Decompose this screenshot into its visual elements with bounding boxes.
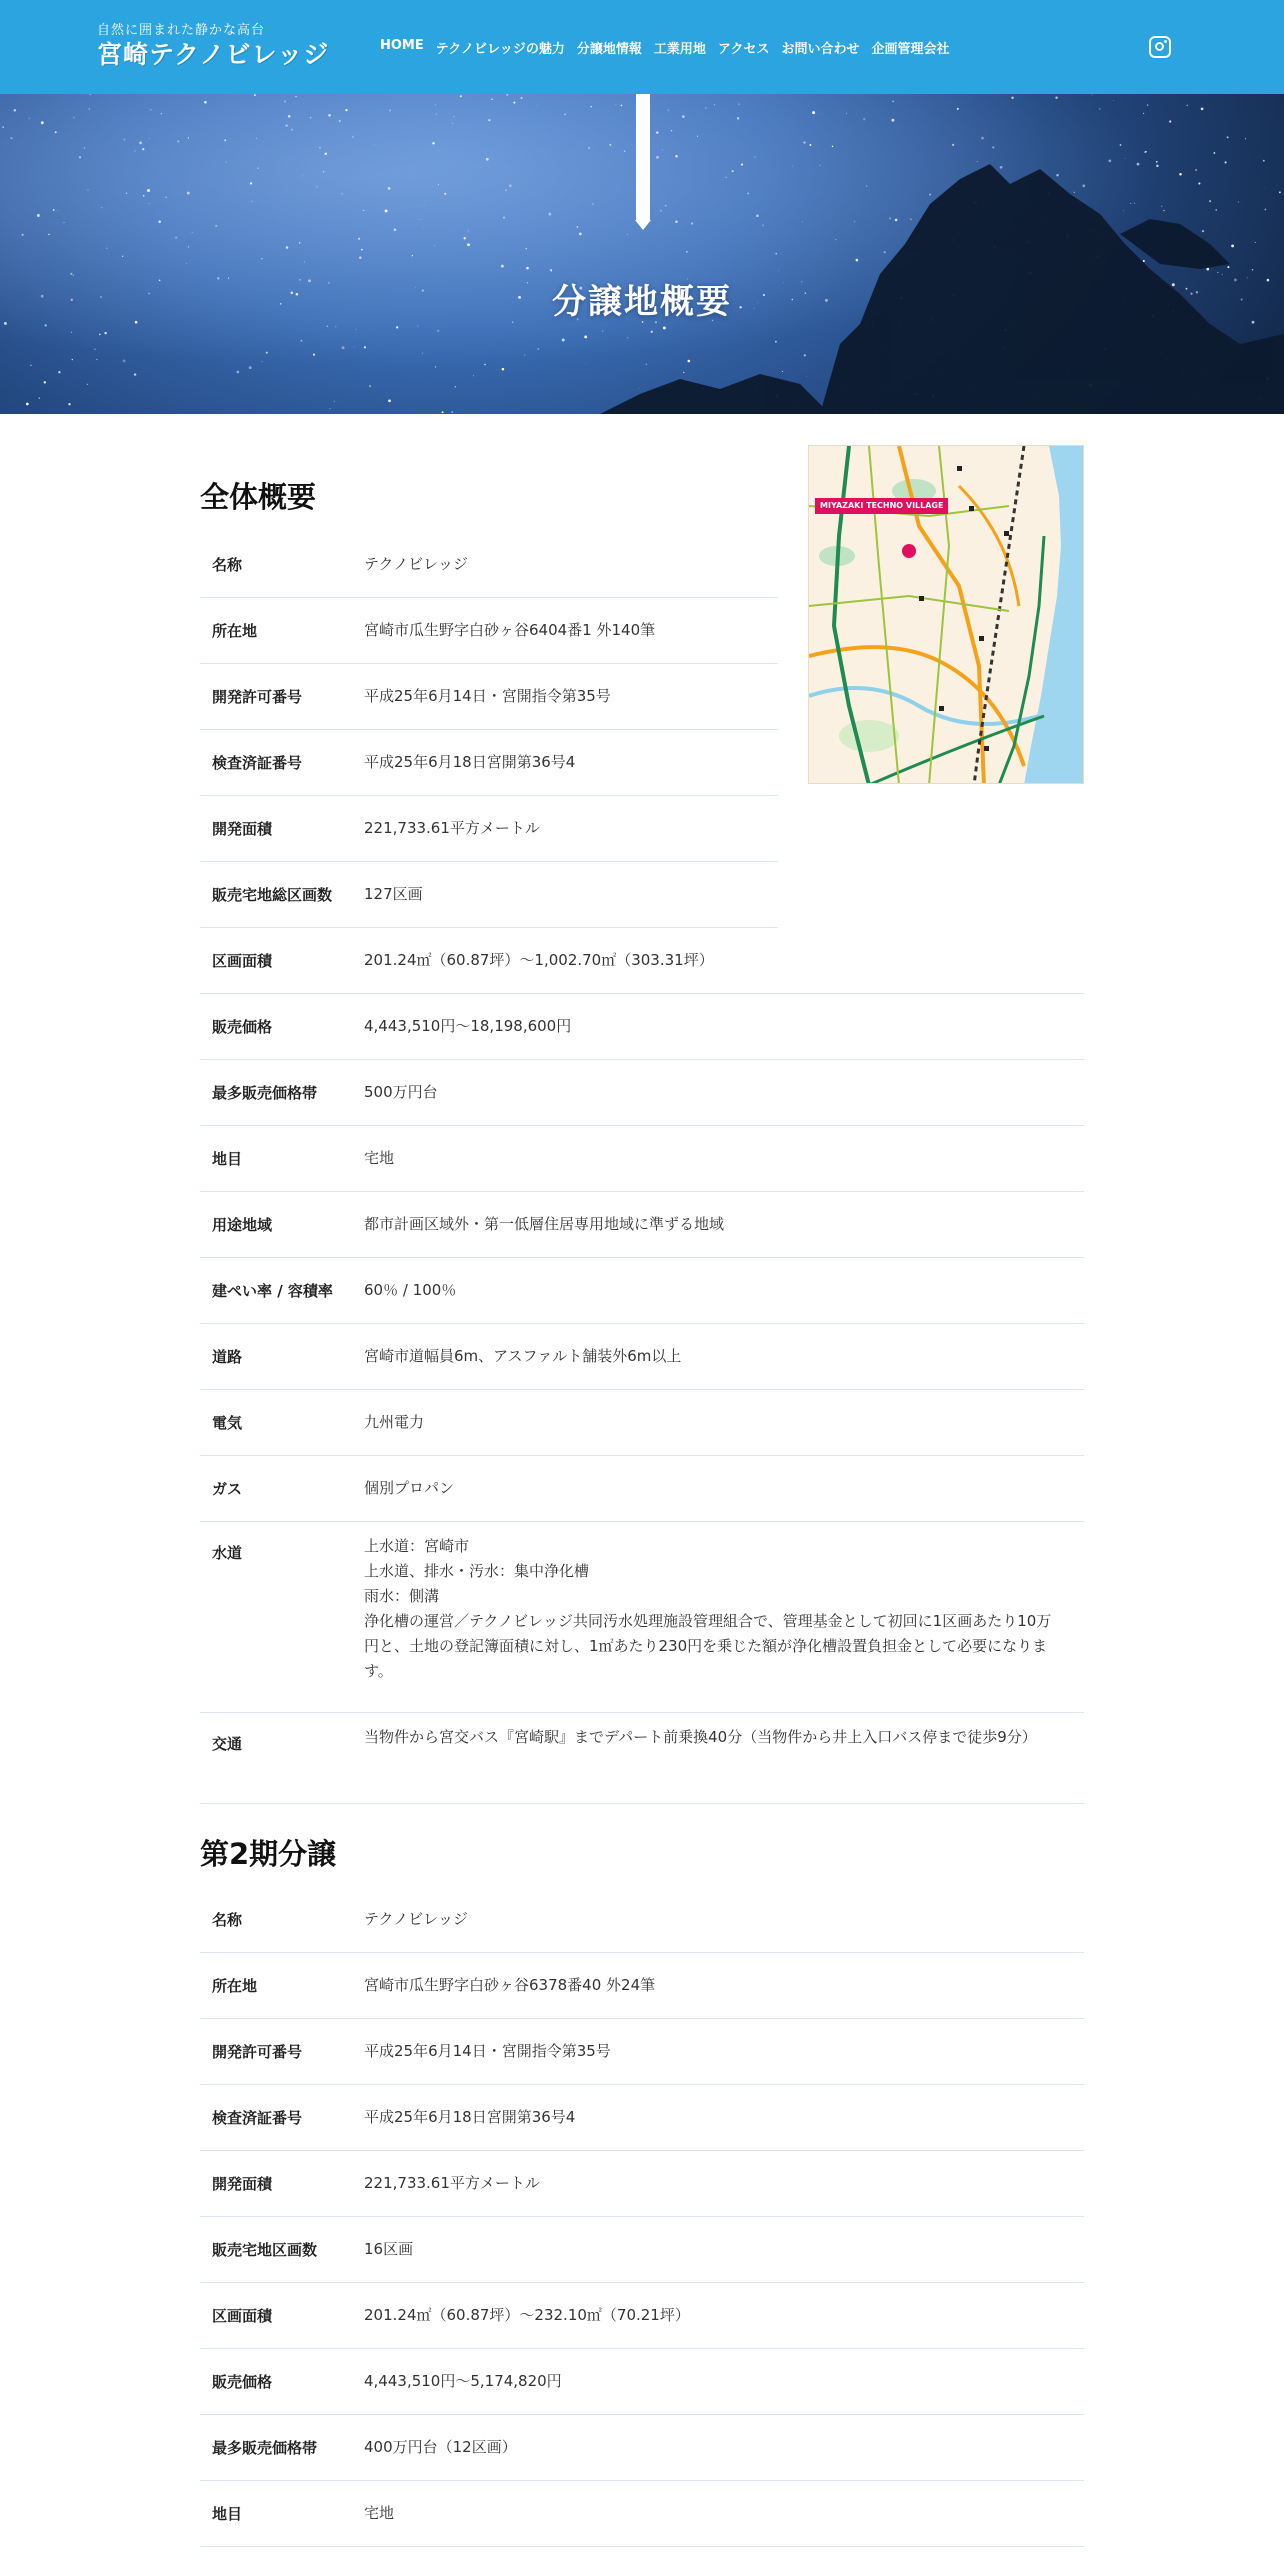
spec-value: 宅地	[364, 2504, 395, 2522]
spec-value: 60％ / 100％	[364, 1281, 457, 1299]
water-line: 上水道、排水・汚水：集中浄化槽	[364, 1562, 590, 1580]
spec-value: 221,733.61平方メートル	[364, 2174, 540, 2192]
page-title: 分譲地概要	[552, 282, 732, 322]
instagram-icon[interactable]	[1149, 36, 1171, 58]
spec-row	[200, 2217, 1084, 2283]
spec-row	[200, 532, 778, 598]
nav-access[interactable]: アクセス	[717, 42, 770, 57]
spec-value: 宮崎市道幅員6m、アスファルト舗装外6m以上	[364, 1347, 682, 1365]
spec-row	[200, 664, 778, 730]
spec-row	[200, 2283, 1084, 2349]
spec-value: 九州電力	[364, 1413, 425, 1431]
spec-row	[200, 796, 778, 862]
spec-value: 個別プロパン	[364, 1479, 455, 1497]
spec-row	[200, 1456, 1084, 1522]
spec-value: 500万円台	[364, 1083, 438, 1101]
spec-label: 所在地	[212, 622, 258, 640]
spec-label: 検査済証番号	[212, 754, 303, 772]
spec-row	[200, 1060, 1084, 1126]
spec-row	[200, 2019, 1084, 2085]
spec-label: 建ぺい率 / 容積率	[212, 1282, 333, 1300]
spec-row	[200, 2415, 1084, 2481]
spec-label: 開発許可番号	[212, 688, 303, 706]
spec-label: 販売価格	[212, 1018, 273, 1036]
spec-value: 4,443,510円～5,174,820円	[364, 2372, 562, 2390]
spec-row	[200, 1192, 1084, 1258]
spec-row	[200, 2085, 1084, 2151]
spec-value: 平成25年6月18日宮開第36号4	[364, 753, 576, 771]
spec-value: 宅地	[364, 1149, 395, 1167]
spec-label: 区画面積	[212, 952, 273, 970]
phase2-spec-table	[200, 1887, 1084, 2547]
spec-label: 区画面積	[212, 2307, 273, 2325]
site-header	[0, 0, 1284, 94]
nav-home[interactable]: HOME	[380, 38, 424, 53]
spec-row	[200, 1258, 1084, 1324]
spec-value: 221,733.61平方メートル	[364, 819, 540, 837]
spec-value: 201.24㎡（60.87坪）～1,002.70㎡（303.31坪）	[364, 951, 714, 969]
spec-label: 開発面積	[212, 820, 273, 838]
spec-value: 400万円台（12区画）	[364, 2438, 517, 2456]
spec-value: 宮崎市瓜生野字白砂ヶ谷6404番1 外140筆	[364, 621, 656, 639]
spec-row	[200, 2481, 1084, 2547]
spec-row	[200, 928, 1084, 994]
spec-label: 名称	[212, 556, 243, 574]
spec-value: テクノビレッジ	[364, 555, 468, 573]
logo-tagline: 自然に囲まれた静かな高台	[97, 23, 266, 38]
spec-value: 201.24㎡（60.87坪）～232.10㎡（70.21坪）	[364, 2306, 690, 2324]
spec-label: 電気	[212, 1414, 243, 1432]
spec-row	[200, 1390, 1084, 1456]
water-line: 上水道：宮崎市	[364, 1537, 470, 1555]
spec-label: 地目	[212, 1150, 243, 1168]
spec-label: 販売宅地区画数	[212, 2241, 318, 2259]
spec-label: 交通	[212, 1735, 243, 1753]
spec-value: テクノビレッジ	[364, 1910, 468, 1928]
spec-label: 用途地域	[212, 1216, 273, 1234]
spec-row	[200, 994, 1084, 1060]
spec-label: ガス	[212, 1480, 243, 1498]
nav-industrial-land[interactable]: 工業用地	[653, 42, 706, 57]
water-line: 浄化槽の運営／テクノビレッジ共同汚水処理施設管理組合で、管理基金として初回に1区画あたり10万円と、土地の登記簿面積に対し、1㎡あたり230円を乗じた額が浄化槽設置負担金として必要になります。	[364, 1612, 1052, 1680]
spec-row	[200, 2349, 1084, 2415]
spec-label: 地目	[212, 2505, 243, 2523]
spec-row	[200, 1953, 1084, 2019]
main-nav	[380, 38, 950, 57]
logo-site-name: 宮崎テクノビレッジ	[97, 40, 330, 69]
spec-value: 平成25年6月14日・宮開指令第35号	[364, 2042, 611, 2060]
spec-label: 検査済証番号	[212, 2109, 303, 2127]
spec-value: 当物件から宮交バス『宮崎駅』までデパート前乗換40分（当物件から井上入口バス停まで徒歩9分）	[364, 1728, 1037, 1746]
spec-value: 平成25年6月14日・宮開指令第35号	[364, 687, 611, 705]
spec-row-water	[200, 1522, 1084, 1713]
spec-value: 都市計画区域外・第一低層住居専用地域に準ずる地域	[364, 1215, 725, 1233]
nav-appeal[interactable]: テクノビレッジの魅力	[435, 42, 565, 57]
spec-row	[200, 862, 778, 928]
nav-management-company[interactable]: 企画管理会社	[871, 42, 950, 57]
spec-value: 4,443,510円～18,198,600円	[364, 1017, 572, 1035]
spec-row	[200, 1887, 1084, 1953]
spec-label: 開発許可番号	[212, 2043, 303, 2061]
spec-value: 宮崎市瓜生野字白砂ヶ谷6378番40 外24筆	[364, 1976, 656, 1994]
spec-value	[364, 1522, 1084, 1700]
spec-label: 開発面積	[212, 2175, 273, 2193]
spec-label: 所在地	[212, 1977, 258, 1995]
nav-lot-info[interactable]: 分譲地情報	[576, 42, 642, 57]
spec-row	[200, 730, 778, 796]
spec-value: 平成25年6月18日宮開第36号4	[364, 2108, 576, 2126]
water-line: 雨水：側溝	[364, 1587, 440, 1605]
overview-title: 全体概要	[200, 480, 317, 514]
spec-row	[200, 1324, 1084, 1390]
spec-label: 名称	[212, 1911, 243, 1929]
spec-value: 16区画	[364, 2240, 414, 2258]
spec-row	[200, 2151, 1084, 2217]
spec-row-transport	[200, 1713, 1084, 1804]
nav-contact[interactable]: お問い合わせ	[781, 42, 860, 57]
spec-label: 販売宅地総区画数	[212, 886, 333, 904]
spec-label: 水道	[212, 1544, 243, 1562]
spec-label: 販売価格	[212, 2373, 273, 2391]
spec-label: 最多販売価格帯	[212, 2439, 318, 2457]
scroll-indicator	[636, 94, 650, 220]
overview-spec-table	[200, 532, 1084, 1804]
hero-banner	[0, 94, 1284, 414]
spec-value: 127区画	[364, 885, 423, 903]
site-logo[interactable]	[97, 22, 329, 70]
phase2-title: 第2期分譲	[200, 1837, 337, 1871]
spec-label: 道路	[212, 1348, 243, 1366]
spec-row	[200, 1126, 1084, 1192]
map-location-label: MIYAZAKI TECHNO VILLAGE	[815, 498, 948, 514]
spec-label: 最多販売価格帯	[212, 1084, 318, 1102]
spec-row	[200, 598, 778, 664]
